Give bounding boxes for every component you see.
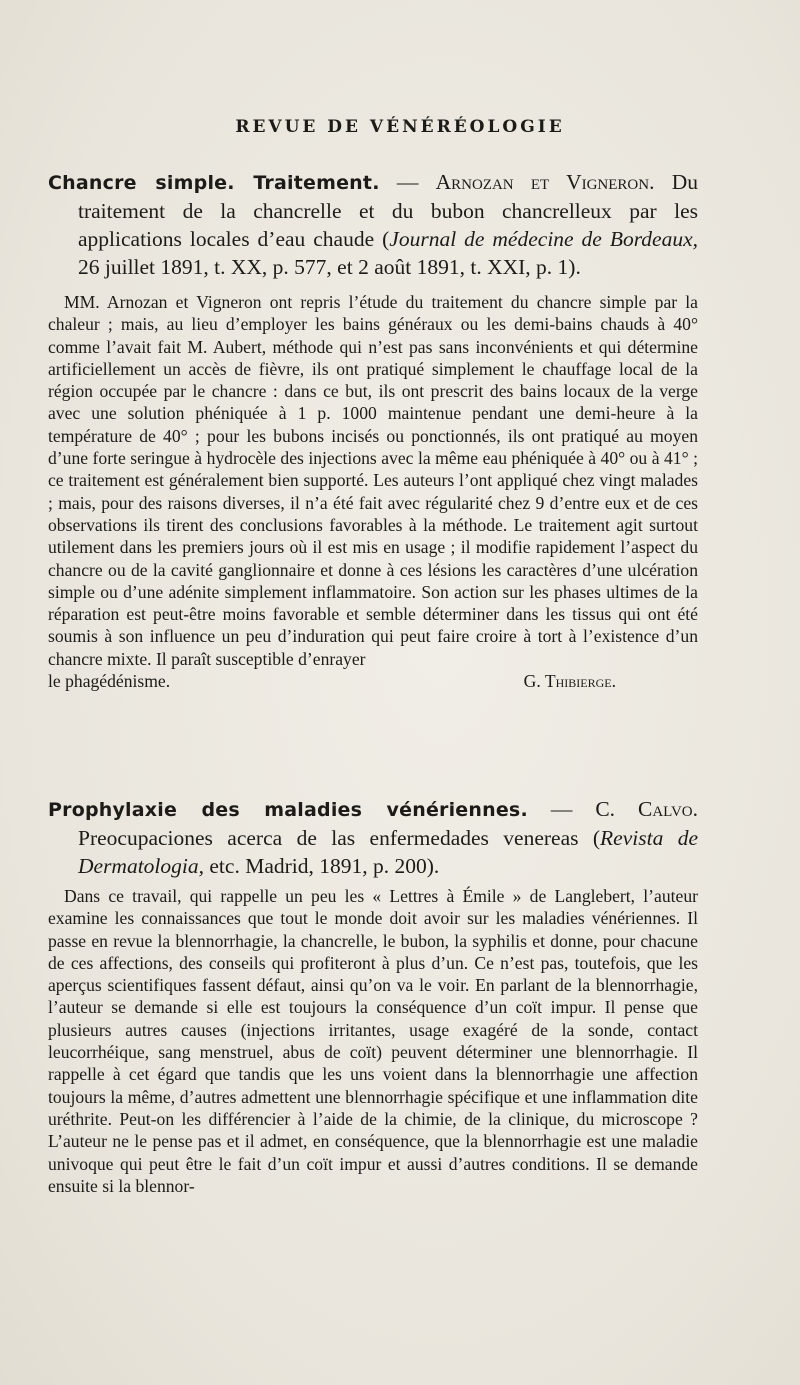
- article1-ref-before: Du traitement de la chancrelle et du bubon chancrelleux par les applications locales d’eau chaude (: [78, 170, 698, 251]
- article1-paragraph: MM. Arnozan et Vigneron ont repris l’étude du traitement du chancre simple par la chaleur ; mais, au lieu d’employer les bains généraux ou les demi-bains chauds à 40° comme l’avait fait M. Aubert, méthode qui n’est pas sans inconvénients et qui détermine artificiellement un accès de fièvre, ils ont pratiqué simplement le chauffage local de la région occupée par le chancre : dans ce but, ils ont prescrit des bains locaux de la verge avec une solution phéniquée à 1 p. 1000 maintenue pendant une demi-heure à la température de 40° ; pour les bubons incisés ou ponctionnés, ils ont pratiqué au moyen d’une forte seringue à hydrocèle des injections avec la même eau phéniquée à 40° ou à 41° ; ce traitement est généralement bien supporté. Les auteurs l’ont appliqué chez vingt malades ; mais, pour des raisons diverses, il n’a été fait avec régularité chez 9 d’entre eux et de ces observations ils tirent des conclusions favorables à la méthode. Le traitement agit surtout utilement dans les premiers jours où il est mis en usage ; il modifie rapidement l’aspect du chancre ou de la cavité ganglionnaire et donne à ces lésions les caractères d’une ulcération simple ou d’une adénite simplement inflammatoire. Son action sur les phases ultimes de la réparation est peut-être moins favorable et semble déterminer dans les tissus qui ont été soumis à son influence un peu d’induration qui peut faire croire à tort à l’existence d’un chancre mixte. Il paraît susceptible d’enrayer: [48, 292, 698, 669]
- running-head: REVUE DE VÉNÉRÉOLOGIE: [235, 117, 565, 137]
- article1-signature: G. Thibierge.: [523, 671, 616, 692]
- article2-body: [48, 885, 698, 1197]
- article1-journal: Journal de médecine de Bordeaux,: [389, 227, 698, 251]
- article1-heading: [48, 168, 698, 281]
- article2-journal: Revista de Dermatologia,: [78, 826, 698, 878]
- article1-last-line: le phagédénisme.: [48, 671, 171, 692]
- article2-paragraph: Dans ce travail, qui rappelle un peu les « Lettres à Émile » de Langlebert, l’auteur examine les connaissances que tout le monde doit avoir sur les maladies vénériennes. Il passe en revue la blennorrhagie, la chancrelle, le bubon, la syphilis et donne, pour chacune de ces affections, des conseils qui profiteront à plus d’un. Ce n’est pas, toutefois, que les aperçus scientifiques fassent défaut, ainsi qu’on va le voir. En parlant de la blennorrhagie, l’auteur se demande si elle est toujours la conséquence d’un coït impur. Il pense que plusieurs autres causes (injections irritantes, usage exagéré de la sonde, contact leucorrhéique, sang menstruel, abus de coït) peuvent déterminer une blennorrhagie. Il rappelle à cet égard que tandis que les uns voient dans la blennorrhagie une affection toujours la même, d’autres admettent une blennorrhagie spécifique et une inflammation dite uréthrite. Peut-on les différencier à l’aide de la chimie, de la clinique, du microscope ? L’auteur ne le pense pas et il admet, en conséquence, que la blennorrhagie est une maladie univoque qui peut être le fait d’un coït impur et aussi d’autres conditions. Il se demande ensuite si la blennor-: [48, 886, 698, 1196]
- article2-ref-before: Preocupaciones acerca de las enfermedades venereas (: [78, 826, 601, 850]
- article2-authors: C. Calvo.: [595, 797, 698, 821]
- article2-dash: —: [527, 797, 596, 821]
- article2-ref-after: etc. Madrid, 1891, p. 200).: [204, 854, 440, 878]
- article1-body: [48, 291, 698, 692]
- article1-ref-after: 26 juillet 1891, t. XX, p. 577, et 2 août 1891, t. XXI, p. 1).: [78, 255, 581, 279]
- article1-authors: Arnozan et Vigneron.: [435, 170, 655, 194]
- article1-closing-line: [48, 670, 698, 692]
- article1-title: Chancre simple. Traitement.: [48, 172, 380, 194]
- article2-title: Prophylaxie des maladies vénériennes.: [48, 799, 528, 821]
- article2-heading: [48, 795, 698, 880]
- article1-dash: —: [379, 170, 436, 194]
